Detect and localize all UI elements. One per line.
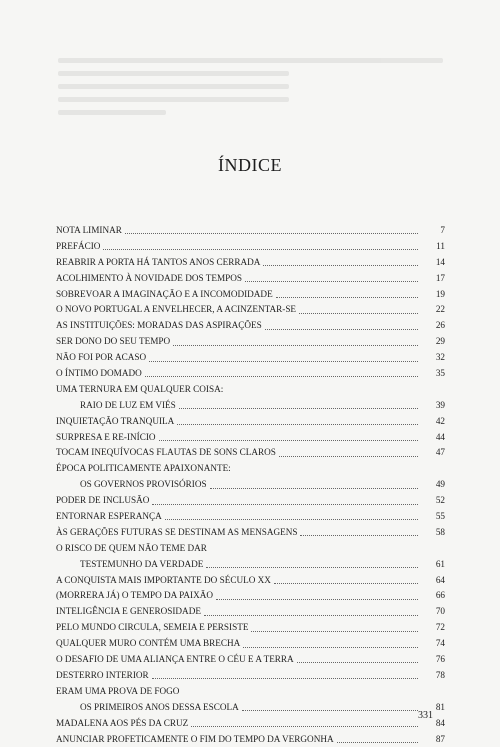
toc-entry bbox=[56, 684, 445, 700]
toc-entry bbox=[56, 493, 445, 509]
toc-entry bbox=[56, 668, 445, 684]
toc-entry-page: 72 bbox=[421, 620, 445, 636]
toc-entry-page: 47 bbox=[421, 445, 445, 461]
toc-entry bbox=[56, 477, 445, 493]
toc-entry-title: O ÍNTIMO DOMADO bbox=[56, 366, 142, 382]
toc-entry bbox=[56, 318, 445, 334]
toc-entry bbox=[56, 302, 445, 318]
dot-leader bbox=[125, 232, 418, 234]
toc-entry bbox=[56, 239, 445, 255]
dot-leader bbox=[159, 439, 418, 441]
toc-entry-page: 64 bbox=[421, 573, 445, 589]
toc-entry bbox=[56, 461, 445, 477]
dot-leader bbox=[152, 677, 418, 679]
dot-leader bbox=[173, 344, 418, 346]
toc-entry-page: 26 bbox=[421, 318, 445, 334]
toc-entry-title: NOTA LIMINAR bbox=[56, 223, 122, 239]
toc-entry-page: 55 bbox=[421, 509, 445, 525]
toc-entry-page: 22 bbox=[421, 302, 445, 318]
dot-leader bbox=[145, 375, 418, 377]
toc-entry-title: AS INSTITUIÇÕES: MORADAS DAS ASPIRAÇÕES bbox=[56, 318, 262, 334]
dot-leader bbox=[206, 566, 418, 568]
dot-leader bbox=[274, 582, 418, 584]
toc-entry-title: O DESAFIO DE UMA ALIANÇA ENTRE O CÉU E A TERRA bbox=[56, 652, 294, 668]
toc-entry-page: 7 bbox=[421, 223, 445, 239]
toc-entry bbox=[56, 525, 445, 541]
toc-entry-title: INQUIETAÇÃO TRANQUILA bbox=[56, 414, 174, 430]
toc-entry bbox=[56, 620, 445, 636]
dot-leader bbox=[299, 312, 418, 314]
dot-leader bbox=[279, 455, 418, 457]
dot-leader bbox=[177, 423, 418, 425]
toc-entry bbox=[56, 366, 445, 382]
toc-entry-title: ÉPOCA POLITICAMENTE APAIXONANTE: bbox=[56, 461, 231, 477]
dot-leader bbox=[276, 296, 418, 298]
toc-entry bbox=[56, 255, 445, 271]
dot-leader bbox=[297, 661, 418, 663]
toc-entry bbox=[56, 636, 445, 652]
toc-entry bbox=[56, 398, 445, 414]
toc-entry-page: 11 bbox=[421, 239, 445, 255]
toc-entry-title: TESTEMUNHO DA VERDADE bbox=[80, 557, 203, 573]
toc-entry-page: 17 bbox=[421, 271, 445, 287]
toc-entry-page: 35 bbox=[421, 366, 445, 382]
toc-entry bbox=[56, 382, 445, 398]
show-through-text bbox=[58, 58, 443, 123]
toc-entry-page: 70 bbox=[421, 604, 445, 620]
toc-entry-title: OS GOVERNOS PROVISÓRIOS bbox=[80, 477, 207, 493]
toc-entry-title: MADALENA AOS PÉS DA CRUZ bbox=[56, 716, 188, 732]
toc-entry bbox=[56, 414, 445, 430]
toc-entry bbox=[56, 652, 445, 668]
dot-leader bbox=[216, 598, 418, 600]
dot-leader bbox=[165, 518, 418, 520]
toc-entry bbox=[56, 430, 445, 446]
dot-leader bbox=[204, 614, 418, 616]
dot-leader bbox=[103, 248, 418, 250]
toc-entry-page: 42 bbox=[421, 414, 445, 430]
toc-entry-page: 32 bbox=[421, 350, 445, 366]
toc-entry-page: 29 bbox=[421, 334, 445, 350]
toc-entry-title: SURPRESA E RE-INÍCIO bbox=[56, 430, 156, 446]
dot-leader bbox=[251, 630, 418, 632]
dot-leader bbox=[152, 503, 418, 505]
toc-entry bbox=[56, 716, 445, 732]
toc-entry bbox=[56, 223, 445, 239]
toc-entry-page: 44 bbox=[421, 430, 445, 446]
toc-entry-title: TOCAM INEQUÍVOCAS FLAUTAS DE SONS CLAROS bbox=[56, 445, 276, 461]
toc-entry-page: 74 bbox=[421, 636, 445, 652]
toc-entry-title: INTELIGÊNCIA E GENEROSIDADE bbox=[56, 604, 201, 620]
toc-entry bbox=[56, 541, 445, 557]
toc-entry-page: 52 bbox=[421, 493, 445, 509]
toc-entry-title: QUALQUER MURO CONTÉM UMA BRECHA bbox=[56, 636, 240, 652]
toc-entry-title: REABRIR A PORTA HÁ TANTOS ANOS CERRADA bbox=[56, 255, 260, 271]
toc-entry bbox=[56, 557, 445, 573]
dot-leader bbox=[242, 709, 418, 711]
toc-entry-title: UMA TERNURA EM QUALQUER COISA: bbox=[56, 382, 223, 398]
toc-entry-title: PODER DE INCLUSÃO bbox=[56, 493, 149, 509]
dot-leader bbox=[337, 741, 418, 743]
toc-entry bbox=[56, 700, 445, 716]
toc-entry-title: ENTORNAR ESPERANÇA bbox=[56, 509, 162, 525]
toc-entry-page: 58 bbox=[421, 525, 445, 541]
toc-entry-page: 14 bbox=[421, 255, 445, 271]
toc-entry-page: 81 bbox=[421, 700, 445, 716]
toc-entry-title: RAIO DE LUZ EM VIÉS bbox=[80, 398, 176, 414]
toc-entry-page: 19 bbox=[421, 287, 445, 303]
toc-entry bbox=[56, 271, 445, 287]
toc-entry-page: 61 bbox=[421, 557, 445, 573]
dot-leader bbox=[179, 407, 418, 409]
toc-entry-title: NÃO FOI POR ACASO bbox=[56, 350, 146, 366]
toc-entry bbox=[56, 509, 445, 525]
dot-leader bbox=[243, 646, 418, 648]
page-title: ÍNDICE bbox=[0, 155, 500, 176]
toc-entry-title: (MORRERA JÁ) O TEMPO DA PAIXÃO bbox=[56, 588, 213, 604]
toc-entry-title: PELO MUNDO CIRCULA, SEMEIA E PERSISTE bbox=[56, 620, 248, 636]
page-number: 331 bbox=[418, 710, 433, 721]
dot-leader bbox=[149, 360, 418, 362]
toc-entry-page: 84 bbox=[421, 716, 445, 732]
dot-leader bbox=[245, 280, 418, 282]
toc-entry-title: O RISCO DE QUEM NÃO TEME DAR bbox=[56, 541, 207, 557]
toc-entry bbox=[56, 604, 445, 620]
toc-entry-title: DESTERRO INTERIOR bbox=[56, 668, 149, 684]
toc-entry-title: SER DONO DO SEU TEMPO bbox=[56, 334, 170, 350]
toc-entry-title: ÀS GERAÇÕES FUTURAS SE DESTINAM AS MENSAGENS bbox=[56, 525, 297, 541]
toc-entry-page: 66 bbox=[421, 588, 445, 604]
toc-entry-page: 76 bbox=[421, 652, 445, 668]
toc-entry-page: 49 bbox=[421, 477, 445, 493]
toc-entry-title: SOBREVOAR A IMAGINAÇÃO E A INCOMODIDADE bbox=[56, 287, 273, 303]
toc-entry-title: O NOVO PORTUGAL A ENVELHECER, A ACINZENTAR-SE bbox=[56, 302, 296, 318]
toc-entry bbox=[56, 334, 445, 350]
toc-entry bbox=[56, 732, 445, 747]
toc-entry-title: ACOLHIMENTO À NOVIDADE DOS TEMPOS bbox=[56, 271, 242, 287]
toc-entry bbox=[56, 573, 445, 589]
toc-entry bbox=[56, 445, 445, 461]
toc-entry-title: OS PRIMEIROS ANOS DESSA ESCOLA bbox=[80, 700, 239, 716]
dot-leader bbox=[210, 487, 418, 489]
dot-leader bbox=[300, 534, 418, 536]
toc-entry-page: 78 bbox=[421, 668, 445, 684]
dot-leader bbox=[263, 264, 418, 266]
toc-entry-title: ANUNCIAR PROFETICAMENTE O FIM DO TEMPO DA VERGONHA bbox=[56, 732, 334, 747]
toc-entry bbox=[56, 588, 445, 604]
toc-entry-title: ERAM UMA PROVA DE FOGO bbox=[56, 684, 179, 700]
toc-entry bbox=[56, 287, 445, 303]
dot-leader bbox=[191, 725, 418, 727]
toc-entry-title: PREFÁCIO bbox=[56, 239, 100, 255]
toc-entry bbox=[56, 350, 445, 366]
table-of-contents bbox=[56, 223, 445, 747]
toc-entry-page: 87 bbox=[421, 732, 445, 747]
dot-leader bbox=[265, 328, 418, 330]
toc-entry-page: 39 bbox=[421, 398, 445, 414]
toc-entry-title: A CONQUISTA MAIS IMPORTANTE DO SÉCULO XX bbox=[56, 573, 271, 589]
